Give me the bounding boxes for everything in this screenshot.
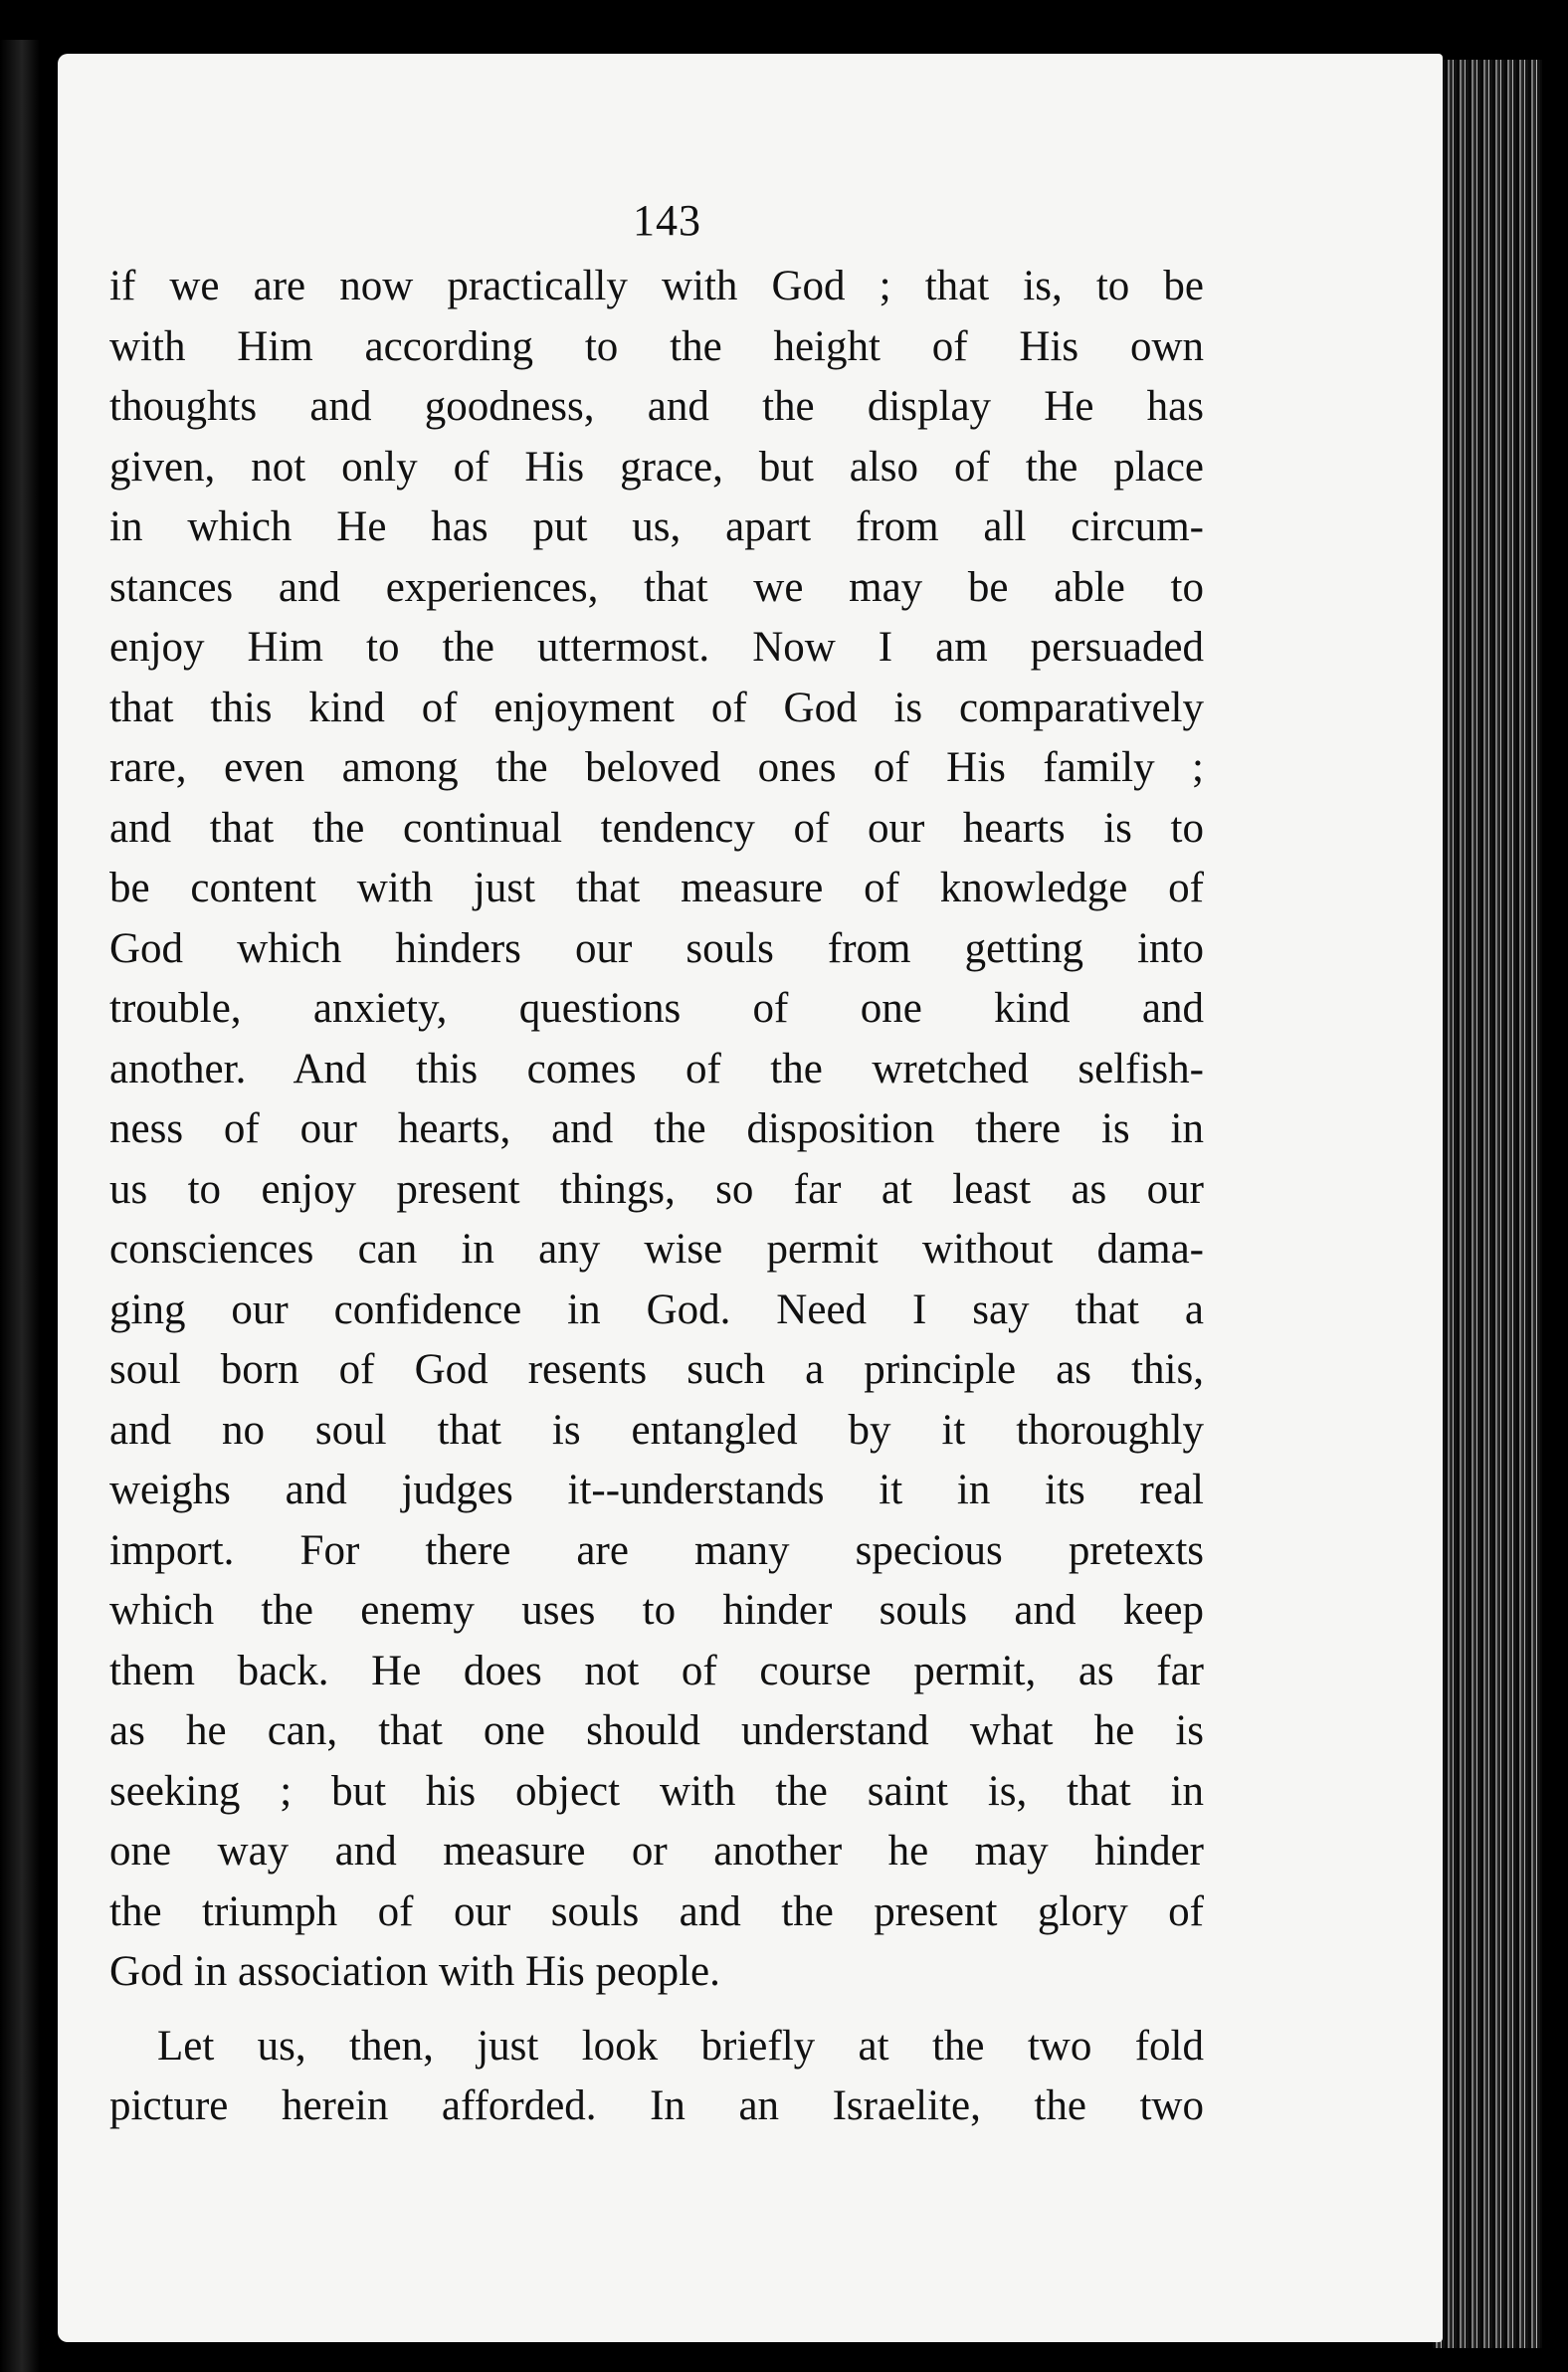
- text-line: weighs and judges it--understands it in its real: [109, 1467, 1204, 1513]
- text-line: ness of our hearts, and the disposition there is in: [109, 1105, 1204, 1152]
- text-line: import. For there are many specious pretexts: [109, 1526, 1204, 1574]
- text-line: soul born of God resents such a principle as this,: [109, 1346, 1204, 1393]
- text-line: and that the continual tendency of our hearts is to: [109, 804, 1204, 852]
- text-line: if we are now practically with God ; that is, to be: [109, 263, 1204, 309]
- text-line: that this kind of enjoyment of God is comparatively: [109, 684, 1204, 731]
- text-line: enjoy Him to the uttermost. Now I am persuaded: [109, 624, 1204, 671]
- text-line: seeking ; but his object with the saint is, that in: [109, 1767, 1204, 1815]
- text-line: picture herein afforded. In an Israelite, the two: [109, 2082, 1204, 2129]
- text-line: another. And this comes of the wretched selfish-: [109, 1045, 1204, 1092]
- text-line: as he can, that one should understand what he is: [109, 1707, 1204, 1754]
- text-line: be content with just that measure of knowledge of: [109, 865, 1204, 911]
- text-line: trouble, anxiety, questions of one kind and: [109, 985, 1204, 1032]
- text-line: with Him according to the height of His own: [109, 322, 1204, 370]
- text-line: and no soul that is entangled by it thoroughly: [109, 1406, 1204, 1454]
- text-line: the triumph of our souls and the present glory of: [109, 1887, 1204, 1935]
- text-line: them back. He does not of course permit, as far: [109, 1647, 1204, 1694]
- text-line: God which hinders our souls from getting into: [109, 924, 1204, 972]
- text-line: rare, even among the beloved ones of His family ;: [109, 744, 1204, 791]
- text-line: in which He has put us, apart from all circum-: [109, 503, 1204, 550]
- book-binding-edge: [0, 40, 40, 2372]
- text-line: thoughts and goodness, and the display He has: [109, 383, 1204, 430]
- page-number: 143: [633, 196, 701, 245]
- text-line: given, not only of His grace, but also of the place: [109, 443, 1204, 491]
- text-line: ging our confidence in God. Need I say that a: [109, 1285, 1204, 1333]
- text-line: God in association with His people.: [109, 1948, 720, 1995]
- page-stack-edge: [1433, 60, 1542, 2348]
- text-line: stances and experiences, that we may be able to: [109, 563, 1204, 611]
- text-line: us to enjoy present things, so far at least as our: [109, 1165, 1204, 1213]
- paragraph-break: [109, 2003, 1204, 2017]
- text-line: consciences can in any wise permit without dama-: [109, 1226, 1204, 1273]
- text-line: one way and measure or another he may hinder: [109, 1828, 1204, 1875]
- text-line: Let us, then, just look briefly at the two fold: [157, 2022, 1204, 2070]
- body-text: [109, 257, 1204, 2137]
- text-line: which the enemy uses to hinder souls and keep: [109, 1587, 1204, 1634]
